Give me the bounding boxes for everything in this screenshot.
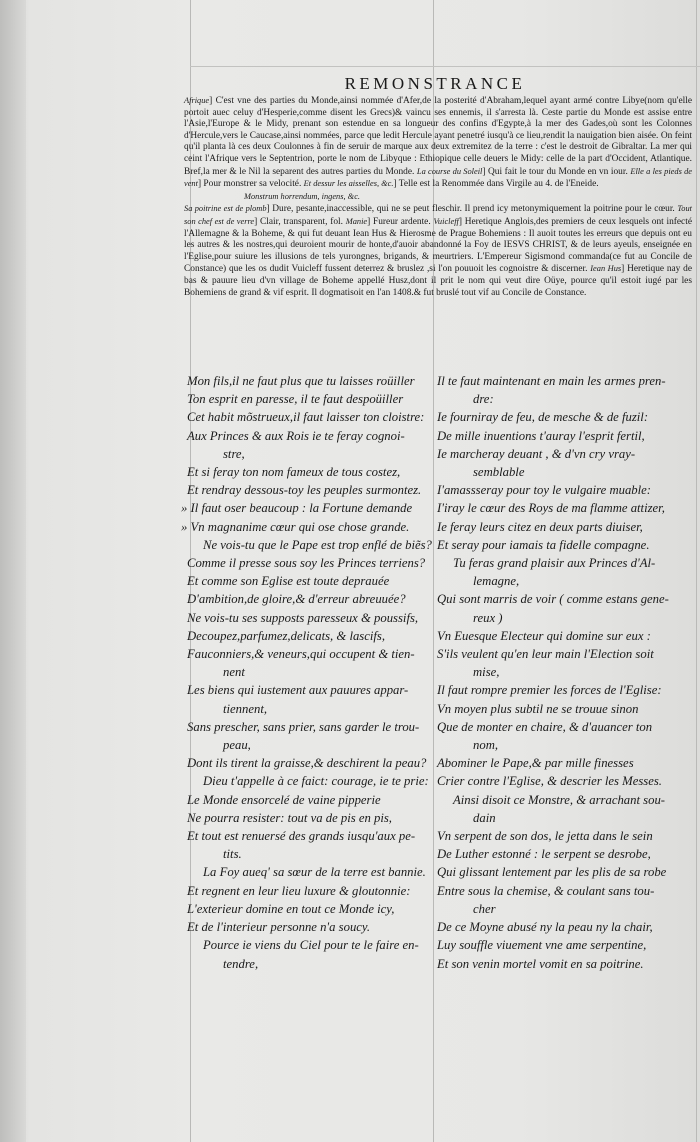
verse-line: tits. xyxy=(223,847,242,862)
book-spine xyxy=(0,0,26,1142)
verse-line: Decoupez,parfumez,delicats, & lascifs, xyxy=(187,628,386,643)
verse-line: Ne vois-tu que le Pape est trop enflé de biẽs? xyxy=(203,537,432,552)
verse-line: Abominer le Pape,& par mille finesses xyxy=(437,756,634,771)
verse-line: » Il faut oser beaucoup : la Fortune demande xyxy=(181,501,413,516)
verse-line: Il faut rompre premier les forces de l'Eglise: xyxy=(437,683,662,698)
note-lemma: Vuicleff xyxy=(433,216,459,226)
verse-line: reux ) xyxy=(473,610,503,625)
verse-line: La Foy aueq' sa sœur de la terre est bannie. xyxy=(203,865,426,880)
note-text: Heretique nay de bas & pauure lieu d'vn village de Boheme appellé Husz,dont il prit le nom qui veut dire Oüye, pource qu'il estoit iugé par les Bohemiens de grand & vif esprit. Il dogmatisoit en l'an 1408.& fut bruslé tout vif au Concile de Constance. xyxy=(184,264,692,298)
verse-line: Il te faut maintenant en main les armes pren- xyxy=(437,374,666,388)
verse-line: Ie feray leurs citez en deux parts diuiser, xyxy=(437,519,643,534)
note-text: Pour monstrer sa velocité. xyxy=(203,179,302,190)
note-lemma: Tout son chef est de verre xyxy=(184,204,692,226)
verse-line: lemagne, xyxy=(473,574,520,589)
verse-line: cher xyxy=(473,901,496,916)
verse-line: Et rendray dessous-toy les peuples surmontez. xyxy=(187,483,422,498)
note-text: Clair, transparent, fol. xyxy=(260,216,343,227)
verse-line: Ton esprit en paresse, il te faut despoüiller xyxy=(187,392,404,407)
verse-line: De mille inuentions t'auray l'esprit fertil, xyxy=(437,428,645,443)
verse-line: Ie fourniray de feu, de mesche & de fuzil: xyxy=(437,410,649,425)
verse-line: stre, xyxy=(223,446,245,461)
verse-line: Et si feray ton nom fameux de tous costez, xyxy=(187,465,401,480)
verse-line: Et tout est renuersé des grands iusqu'aux pe- xyxy=(187,829,416,844)
verse-line: nent xyxy=(223,665,245,680)
note-virgil-quote xyxy=(184,191,692,204)
verse-line: Crier contre l'Eglise, & descrier les Messes. xyxy=(437,774,662,789)
verse-line: » Vn magnanime cœur qui ose chose grande. xyxy=(181,519,410,534)
verse-line: dre: xyxy=(473,392,494,407)
note-lemma: Afrique xyxy=(184,96,210,105)
verse-line: Dont ils tirent la graisse,& deschirent la peau? xyxy=(187,756,427,771)
verse-line: dain xyxy=(473,810,496,825)
note-lemma: La course du Soleil xyxy=(416,166,483,176)
note-text: Telle est la Renommée dans Virgile au 4. de l'Eneide. xyxy=(398,179,599,190)
note-text: C'est vne des parties du Monde,ainsi nommée d'Afer,de la posterité d'Abraham,lequel ayant armé contre Libye(nom qu'elle portoit auec celuy d'Hesperie,comme disent les Grecs)& vaincu ses ennemis, il s'arresta là. Ceste partie du Monde est assise entre l'Asie,l'Europe & le Midy, prenant son estendue en sa longueur des confins d'Egypte,à la mer des Gades,où sont les Colonnes d'Hercule,vers le Caucase,ainsi nommées, parce que ledit Hercule ayant penetré iusqu'à ce lieu,rendit la nauigation bien aisée. On feint qu'il planta là ces deux Coulonnes à fin de seruir de marque aux deux extremitez de la terre : c'est le destroit de Gibraltar. La mer qui ceint l'Afrique vers le Septentrion, porte le nom de Libyque : Ethiopique celle deuers le Midy: celle de la part d'Occident, Atlantique. Bref,la mer & le Nil la separent des autres parties du Monde. xyxy=(184,96,692,177)
page-header: REMONSTRANCE xyxy=(344,74,526,93)
verse-line: I'iray le cœur des Roys de ma flamme attizer, xyxy=(437,501,665,516)
verse-line: Les biens qui iustement aux pauures appar- xyxy=(187,683,409,698)
verse-line: Aux Princes & aux Rois ie te feray cognoi- xyxy=(187,428,405,443)
verse-line: Luy souffle viuement vne ame serpentine, xyxy=(437,938,647,953)
note-lemma: Monstrum horrendum, ingens, &c. xyxy=(244,191,361,201)
note-text: Dure, pesante,inaccessible, qui ne se peut fleschir. Il prend icy metonymiquement la poitrine pour le cœur. xyxy=(272,204,675,215)
verse-line: tiennent, xyxy=(223,701,268,716)
verse-line: mise, xyxy=(473,665,500,680)
verse-line: Entre sous la chemise, & coulant sans tou- xyxy=(437,883,655,898)
note-afrique: Afrique] C'est vne des parties du Monde,ainsi nommée d'Afer,de la posterité d'Abraham,lequel ayant armé contre Libye(nom qu'elle portoit auec celuy d'Hesperie,comme disent les Grecs)& vaincu ses ennemis, il s'arresta là. Ceste partie du Monde est assise entre l'Asie,l'Europe & le Midy, prenant son estendue en sa longueur des confins d'Egypte,à la mer des Gades,où sont les Colonnes d'Hercule,vers le Caucase,ainsi nommées, parce que ledit Hercule ayant penetré iusqu'à ce lieu,rendit la nauigation bien aisée. On feint qu'il planta là ces deux Coulonnes à fin de seruir de marque aux deux extremitez de la terre : c'est le destroit de Gibraltar. La mer qui ceint l'Afrique vers le Septentrion, porte le nom de Libyque : Ethiopique celle deuers le Midy: celle de la part d'Occident, Atlantique. Bref,la mer & le Nil la separent des autres parties du Monde. La course du Soleil] Qui fait le tour du Monde en vn iour. Elle a les pieds de vent] Pour monstrer sa velocité. Et dessur les aisselles, &c.] Telle est la Renommée dans Virgile au 4. de l'Eneide. xyxy=(184,96,693,190)
verse-line: Et de l'interieur personne n'a soucy. xyxy=(187,920,371,935)
verse-line: Ne pourra resister: tout va de pis en pis, xyxy=(187,810,392,825)
verse-line: Pource ie viens du Ciel pour te le faire en- xyxy=(203,938,419,953)
note-lemma: Sa poitrine est de plomb xyxy=(184,204,267,214)
verse-line: peau, xyxy=(223,738,251,753)
verse-line: L'exterieur domine en tout ce Monde icy, xyxy=(187,901,395,916)
verse-column-left xyxy=(181,372,435,973)
verse-line: tendre, xyxy=(223,956,259,971)
verse-line: Comme il presse sous soy les Princes terriens? xyxy=(187,556,426,571)
verse-line: D'ambition,de gloire,& d'erreur abreuuée? xyxy=(187,592,406,607)
verse-line: Tu feras grand plaisir aux Princes d'Al- xyxy=(453,556,656,571)
verse-line: Ainsi disoit ce Monstre, & arrachant sou- xyxy=(453,792,666,807)
top-rule xyxy=(190,66,700,67)
verse-line: Mon fils,il ne faut plus que tu laisses roüiller xyxy=(187,374,415,388)
verse-line: De ce Moyne abusé ny la peau ny la chair, xyxy=(437,920,653,935)
note-text: Qui fait le tour du Monde en vn iour. xyxy=(488,166,628,177)
verse-line: Ne vois-tu ses supposts paresseux & poussifs, xyxy=(187,610,419,625)
verse-line: De Luther estonné : le serpent se desrobe, xyxy=(437,847,651,862)
verse-line: Que de monter en chaire, & d'auancer ton xyxy=(437,719,653,734)
verse-line: Vn moyen plus subtil ne se trouue sinon xyxy=(437,701,639,716)
verse-line: Le Monde ensorcelé de vaine pipperie xyxy=(187,792,381,807)
annotation-notes xyxy=(184,95,692,299)
verse-line: S'ils veulent qu'en leur main l'Election soit xyxy=(437,647,654,662)
verse-line: Et comme son Eglise est toute deprauée xyxy=(187,574,390,589)
note-lemma: Iean Hus xyxy=(590,264,622,274)
verse-line: Et regnent en leur lieu luxure & gloutonnie: xyxy=(187,883,411,898)
verse-line: Vn serpent de son dos, le jetta dans le sein xyxy=(437,829,653,844)
verse-column-right xyxy=(437,372,685,973)
verse-line: Sans prescher, sans prier, sans garder le trou- xyxy=(187,719,420,734)
note-lemma: Et dessur les aisselles, &c. xyxy=(303,179,394,189)
verse-line: I'amassseray pour toy le vulgaire muable: xyxy=(437,483,652,498)
note-text: Fureur ardente. xyxy=(373,216,431,227)
margin-rule-right xyxy=(696,0,697,1142)
verse-line: Qui glissant lentement par les plis de sa robe xyxy=(437,865,667,880)
verse-line: Cet habit mõstrueux,il faut laisser ton cloistre: xyxy=(187,410,425,425)
note-lemma: Manie xyxy=(345,216,368,226)
note-lemma: Elle a les pieds de vent xyxy=(184,166,693,189)
verse-line: semblable xyxy=(473,465,525,480)
verse-line: Vn Euesque Electeur qui domine sur eux : xyxy=(437,628,651,643)
verse-line: Dieu t'appelle à ce faict: courage, ie te prie: xyxy=(203,774,429,789)
verse-line: Fauconniers,& veneurs,qui occupent & tien- xyxy=(187,647,415,662)
verse-line: Qui sont marris de voir ( comme estans gene- xyxy=(437,592,669,607)
note-text: Heretique Anglois,des premiers de ceux lesquels ont infecté l'Allemagne & la Boheme, & qui fut deuant Iean Hus & Hierosme de Prague Bohemiens : Il auoit toutes les erreurs que depuis ont eu les autres & les nostres,qui deuroient mourir de honte,d'auoir abandonné la Foy de IESVS CHRIST, & de leurs ayeuls, enseignée en l'Eglise,pour suiure les illusions de tels yurongnes, brigands, & meurtriers. L'Empereur Sigismond commanda(ce fut au Concile de Constance) que les os dudit Vuicleff fussent deterrez & bruslez ,si l'on pouuoit les cognoistre & discerner. xyxy=(184,216,692,275)
verse-line: Et son venin mortel vomit en sa poitrine. xyxy=(437,956,644,971)
verse-line: Ie marcheray deuant , & d'vn cry vray- xyxy=(437,446,636,461)
verse-line: nom, xyxy=(473,738,499,753)
verse-line: Et seray pour iamais ta fidelle compagne. xyxy=(437,537,650,552)
note-poitrine: Sa poitrine est de plomb] Dure, pesante,inaccessible, qui ne se peut fleschir. Il prend icy metonymiquement la poitrine pour le cœur. Tout son chef est de verre] Clair, transparent, fol. Manie] Fureur ardente. Vuicleff] Heretique Anglois,des premiers de ceux lesquels ont infecté l'Allemagne & la Boheme, & qui fut deuant Iean Hus & Hierosme de Prague Bohemiens : Il auoit toutes les erreurs que depuis ont eu les autres & les nostres,qui deuroient mourir de honte,d'auoir abandonné la Foy de IESVS CHRIST, & de leurs ayeuls, enseignée en l'Eglise,pour suiure les illusions de tels yurongnes, brigands, & meurtriers. L'Empereur Sigismond commanda(ce fut au Concile de Constance) que les os dudit Vuicleff fussent deterrez & bruslez ,si l'on pouuoit les cognoistre & discerner. Iean Hus] Heretique nay de bas & pauure lieu d'vn village de Boheme appellé Husz,dont il prit le nom qui veut dire Oüye, pource qu'il estoit iugé par les Bohemiens de grand & vif esprit. Il dogmatisoit en l'an 1408.& fut bruslé tout vif au Concile de Constance. xyxy=(184,204,692,298)
